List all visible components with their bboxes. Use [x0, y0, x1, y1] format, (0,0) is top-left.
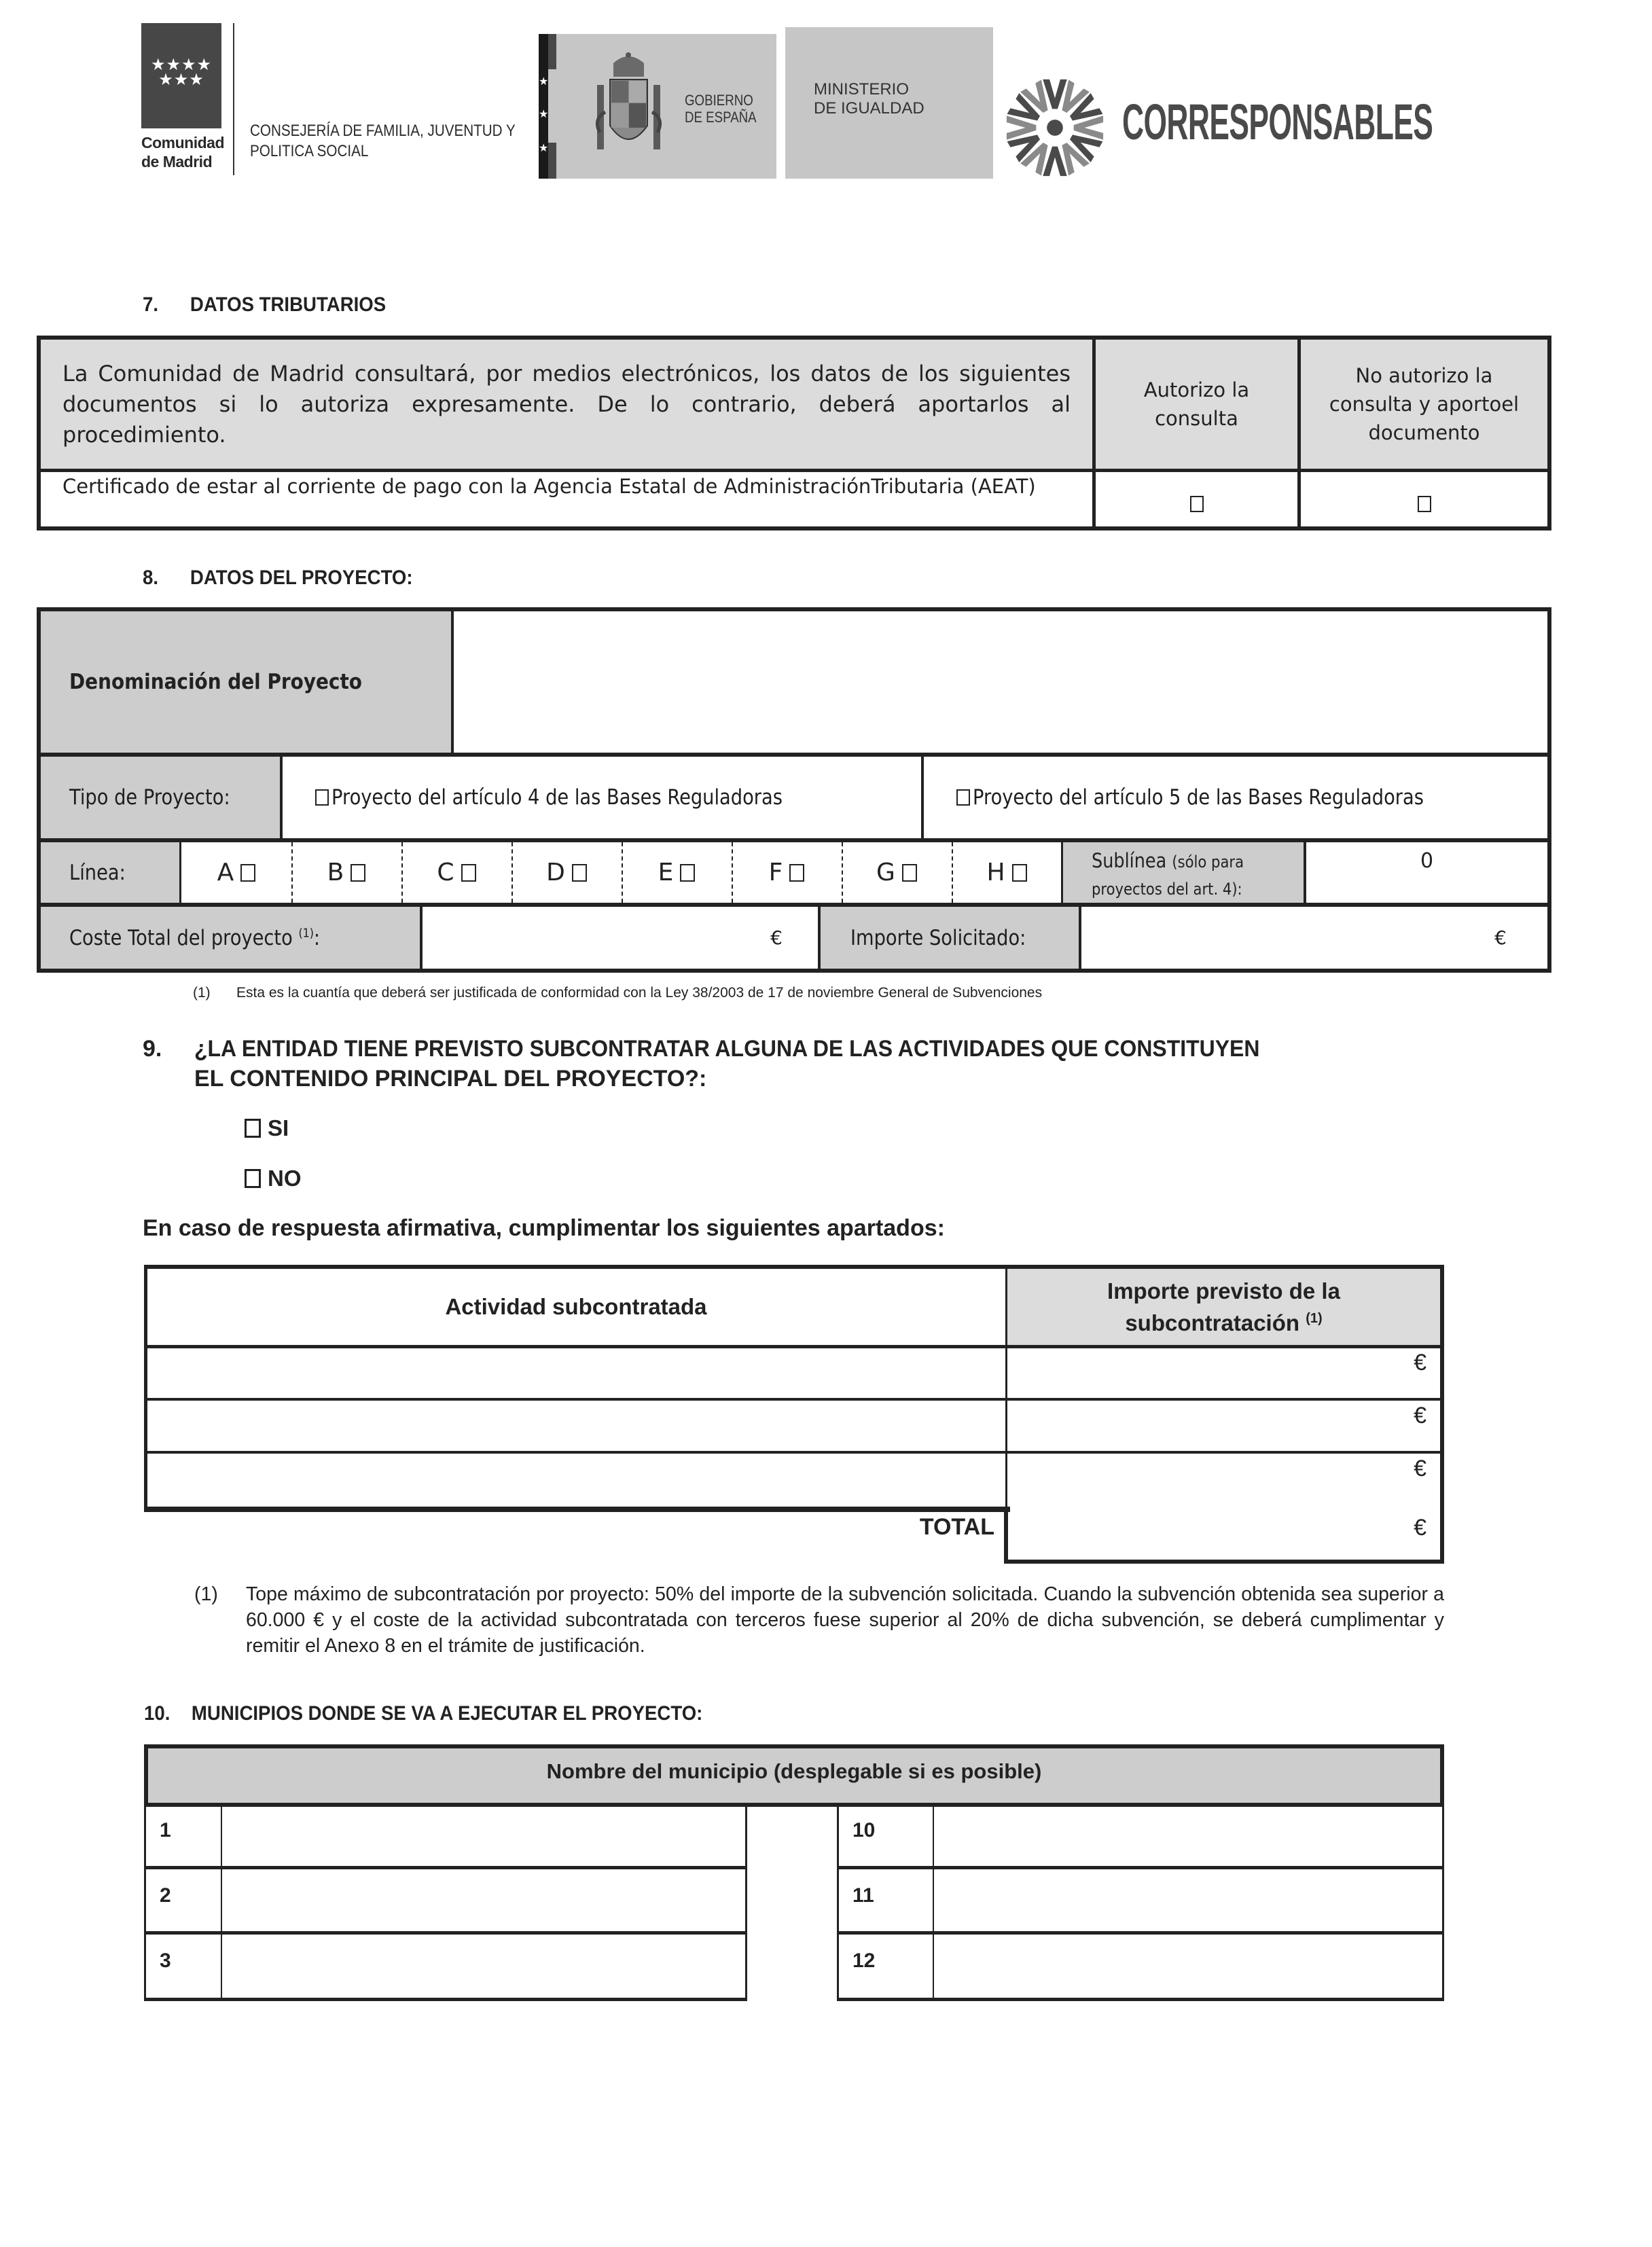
- tax-intro-cell: [41, 340, 1092, 469]
- not-authorize-checkbox-cell: [1301, 472, 1547, 526]
- amount-column-header: Importe previsto de la subcontratación $^{(1)}$: [1007, 1269, 1440, 1345]
- activity-column-header: Actividad subcontratada: [445, 1294, 707, 1319]
- dashed-divider: [291, 842, 293, 903]
- star-icon: ★: [539, 107, 549, 120]
- dashed-divider: [952, 842, 953, 903]
- line-option-h[interactable]: H: [952, 842, 1062, 903]
- municipality-number: 2: [160, 1884, 171, 1907]
- dashed-divider: [622, 842, 623, 903]
- coat-of-arms-icon: [593, 51, 664, 160]
- subcontract-yes-option[interactable]: SI: [245, 1115, 289, 1141]
- line-option-d[interactable]: D: [511, 842, 622, 903]
- line-checkbox[interactable]: [1012, 864, 1027, 882]
- line-option-g[interactable]: G: [842, 842, 952, 903]
- project-type-option-art5[interactable]: Proyecto del artículo 5 de las Bases Reguladoras: [924, 757, 1547, 838]
- subline-label-cell: Sublínea (sólo para proyectos del art. 4):: [1063, 842, 1304, 903]
- line-checkbox[interactable]: [902, 864, 917, 882]
- line-option-f[interactable]: F: [732, 842, 842, 903]
- authorize-checkbox-cell: [1096, 472, 1297, 526]
- document-name: Certificado de estar al corriente de pago con la Agencia Estatal de AdministraciónTributaria (AEAT): [62, 475, 1036, 498]
- corresponsables-emblem-icon: [1001, 73, 1109, 182]
- line-label-cell: Línea:: [41, 842, 179, 903]
- municipality-input[interactable]: [222, 1868, 745, 1931]
- project-type-option-art4[interactable]: Proyecto del artículo 4 de las Bases Reguladoras: [283, 757, 921, 838]
- line-checkbox[interactable]: [572, 864, 587, 882]
- subline-input[interactable]: 0: [1420, 849, 1434, 873]
- municipality-header: Nombre del municipio (desplegable si es posible): [144, 1744, 1444, 1807]
- flag-strip: [539, 34, 548, 179]
- ministerio-text: MINISTERIO DE IGUALDAD: [814, 80, 924, 118]
- line-checkbox[interactable]: [680, 864, 695, 882]
- authorize-checkbox[interactable]: [1190, 496, 1204, 512]
- comunidad-logo-name: Comunidad de Madrid: [141, 134, 224, 170]
- section-10-title: 10. MUNICIPIOS DONDE SE VA A EJECUTAR EL PROYECTO:: [144, 1702, 703, 1725]
- subcontract-no-option[interactable]: NO: [245, 1166, 302, 1191]
- subcontract-activity-input[interactable]: [147, 1454, 1005, 1503]
- corresponsables-wordmark: CORRESPONSABLES: [1122, 94, 1433, 150]
- total-label-cell: TOTAL: [919, 1514, 994, 1540]
- not-authorize-column-header: No autorizo la consulta y aportoel documento: [1301, 340, 1547, 469]
- dashed-divider: [511, 842, 513, 903]
- municipality-input[interactable]: [934, 1868, 1442, 1931]
- line-option-e[interactable]: E: [622, 842, 732, 903]
- subcontract-instruction: En caso de respuesta afirmativa, cumplimentar los siguientes apartados:: [143, 1215, 945, 1241]
- logo-divider: [233, 23, 234, 175]
- authorize-column-header: Autorizo la consulta: [1096, 340, 1297, 469]
- municipality-list-left: [144, 1803, 747, 2001]
- tax-intro-text: La Comunidad de Madrid consultará, por medios electrónicos, los datos de los siguientes documentos si lo autoriza expresamente. De lo contrario, deberá aportarlos al procedimiento.: [62, 360, 1071, 448]
- tax-data-table: [37, 336, 1551, 531]
- line-checkbox[interactable]: [461, 864, 476, 882]
- comunidad-logo-box: [141, 23, 221, 128]
- line-checkbox[interactable]: [240, 864, 255, 882]
- dashed-divider: [401, 842, 403, 903]
- table-row: [41, 472, 1092, 526]
- line-option-a[interactable]: A: [181, 842, 291, 903]
- municipality-number: 12: [852, 1949, 876, 1972]
- total-cost-input[interactable]: €: [770, 927, 783, 949]
- yes-checkbox[interactable]: [245, 1119, 261, 1138]
- requested-amount-label-cell: Importe Solicitado:: [821, 907, 1079, 969]
- project-data-table: [37, 607, 1551, 973]
- comunidad-de-madrid-logo: [141, 23, 223, 173]
- dashed-divider: [732, 842, 733, 903]
- section-7-title: 7. DATOS TRIBUTARIOS: [143, 293, 387, 316]
- subcontract-amount-input[interactable]: €: [1414, 1456, 1426, 1481]
- municipality-number: 1: [160, 1819, 171, 1841]
- municipality-list-right: [837, 1803, 1444, 2001]
- stars-icon: ★★★★ ★★★: [150, 55, 213, 89]
- section-9-question: 9. ¿LA ENTIDAD TIENE PREVISTO SUBCONTRATAR ALGUNA DE LAS ACTIVIDADES QUE CONSTITUYEN EL CONTENIDO PRINCIPAL DEL PROYECTO?:: [143, 1036, 1260, 1092]
- requested-amount-input[interactable]: €: [1494, 927, 1507, 949]
- project-name-label-cell: Denominación del Proyecto: [41, 611, 451, 753]
- municipality-input[interactable]: [934, 1803, 1442, 1866]
- subcontract-table: [144, 1265, 1444, 1564]
- subcontract-activity-input[interactable]: [147, 1401, 1005, 1450]
- municipality-input[interactable]: [222, 1933, 745, 1996]
- line-option-c[interactable]: C: [401, 842, 511, 903]
- municipality-input[interactable]: [222, 1803, 745, 1866]
- gobierno-text: GOBIERNO DE ESPAÑA: [685, 92, 757, 126]
- municipality-number: 10: [852, 1819, 876, 1841]
- art5-checkbox[interactable]: [956, 789, 970, 806]
- municipality-input[interactable]: [934, 1933, 1442, 1996]
- star-icon: ★: [539, 75, 549, 88]
- total-amount-input[interactable]: €: [1414, 1515, 1426, 1541]
- total-cost-label-cell: Coste Total del proyecto $^{(1)}$:: [41, 907, 420, 969]
- dashed-divider: [842, 842, 843, 903]
- subcontract-amount-input[interactable]: €: [1414, 1350, 1426, 1376]
- star-icon: ★: [539, 141, 549, 154]
- line-checkbox[interactable]: [789, 864, 804, 882]
- consejeria-name: CONSEJERÍA DE FAMILIA, JUVENTUD Y POLITICA SOCIAL: [250, 122, 516, 160]
- flag-strip-secondary: [548, 34, 556, 179]
- section-9-footnote: (1) Tope máximo de subcontratación por proyecto: 50% del importe de la subvención solicitada. Cuando la subvención obtenida sea superior a 60.000 € y el coste de la actividad subcontratada con terceros fuese superior al 20% de dicha subvención, se deberá cumplimentar y remitir el Anexo 8 en el trámite de justificación.: [194, 1583, 1444, 1657]
- section-8-title: 8. DATOS DEL PROYECTO:: [143, 567, 413, 589]
- ministerio-de-igualdad-logo: [785, 27, 993, 179]
- project-type-label-cell: Tipo de Proyecto:: [41, 757, 280, 838]
- subcontract-amount-input[interactable]: €: [1414, 1403, 1426, 1428]
- section-8-footnote: (1) Esta es la cuantía que deberá ser justificada de conformidad con la Ley 38/2003 de 17 de noviembre General de Subvenciones: [193, 985, 1043, 1001]
- line-checkbox[interactable]: [351, 864, 365, 882]
- gobierno-de-espana-logo: [539, 34, 776, 179]
- subcontract-activity-input[interactable]: [147, 1348, 1005, 1397]
- line-option-b[interactable]: B: [291, 842, 401, 903]
- no-checkbox[interactable]: [245, 1169, 261, 1188]
- municipality-number: 11: [852, 1884, 874, 1907]
- not-authorize-checkbox[interactable]: [1418, 496, 1431, 512]
- project-name-input[interactable]: [454, 611, 1547, 753]
- subline-note: (sólo para: [1172, 852, 1244, 871]
- municipality-number: 3: [160, 1949, 171, 1972]
- art4-checkbox[interactable]: [315, 789, 329, 806]
